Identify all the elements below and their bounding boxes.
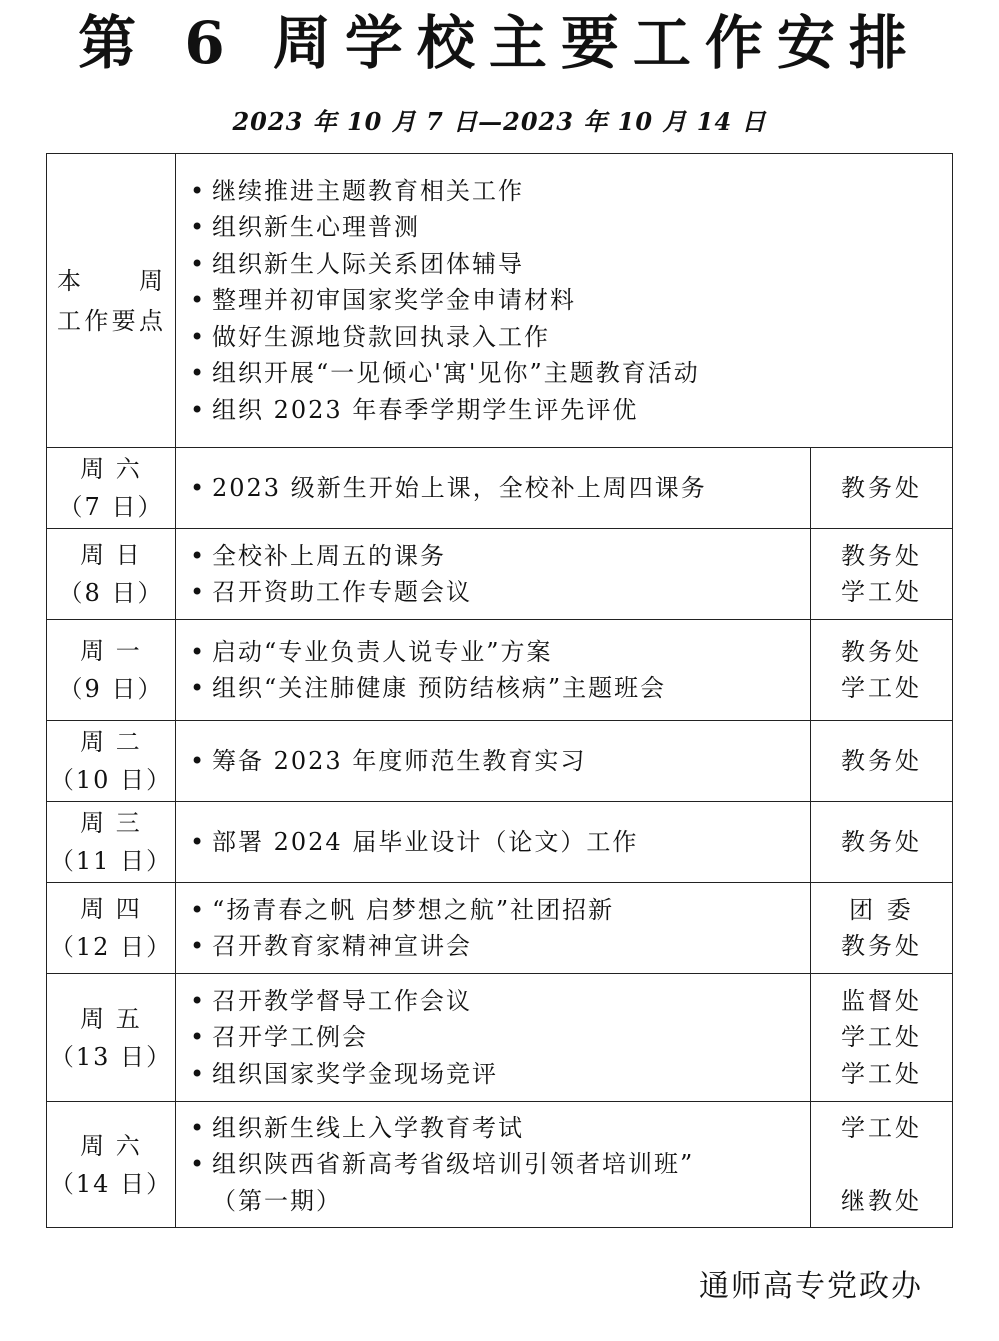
day-cell: [47, 448, 176, 529]
list-item: • 组织国家奖学金现场竞评: [190, 1059, 498, 1088]
task-cell: [176, 448, 811, 529]
table-row: [47, 883, 953, 974]
day-label: 周 五: [80, 1004, 142, 1033]
weekly-focus-label-line2: 工作要点: [57, 306, 165, 335]
list-item: • 组织新生线上入学教育考试: [190, 1113, 524, 1142]
day-label: 周 四: [80, 895, 142, 923]
date-label: （11 日）: [49, 847, 173, 875]
dept-cell: [810, 802, 952, 883]
list-item: • 2023 级新生开始上课，全校补上周四课务: [190, 473, 707, 502]
signature: 通师高专党政办: [699, 1269, 923, 1304]
dept-cell: [810, 974, 952, 1102]
weekly-focus-tasks: [176, 154, 953, 448]
day-cell: [47, 721, 176, 802]
day-cell: [47, 1102, 176, 1228]
list-item: • “扬青春之帆 启梦想之航”社团招新: [190, 895, 615, 924]
task-cell: [176, 883, 811, 974]
task-cell: [176, 1102, 811, 1228]
day-label: 周 三: [80, 809, 142, 837]
list-item: • 召开资助工作专题会议: [190, 578, 472, 606]
dept-label: 继教处: [840, 1186, 922, 1215]
dept-label: 教务处: [840, 541, 922, 570]
dept-label: 学工处: [840, 1023, 922, 1052]
list-item: • 组织新生人际关系团体辅导: [190, 249, 524, 278]
day-label: 周 二: [80, 728, 142, 756]
date-label: （10 日）: [49, 766, 173, 794]
table-row: [47, 529, 953, 620]
dept-cell: [810, 448, 952, 529]
weekly-focus-label: [47, 154, 176, 448]
date-label: （7 日）: [58, 493, 164, 521]
day-label: 周 六: [80, 1131, 142, 1160]
list-item: • 整理并初审国家奖学金申请材料: [190, 286, 576, 315]
date-label: （8 日）: [58, 579, 164, 607]
dept-label: 学工处: [840, 1113, 922, 1142]
day-label: 周 日: [80, 541, 142, 569]
dept-cell: [810, 620, 952, 721]
list-item: • 启动“专业负责人说专业”方案: [190, 637, 553, 666]
day-cell: [47, 974, 176, 1102]
list-item: • 组织“关注肺健康 预防结核病”主题班会: [190, 674, 667, 702]
list-item: • 继续推进主题教育相关工作: [190, 176, 524, 205]
dept-label: 教务处: [840, 473, 922, 502]
list-item: • 组织新生心理普测: [190, 213, 420, 242]
dept-label: 教务处: [840, 637, 922, 666]
date-label: （12 日）: [49, 933, 173, 961]
table-row: [47, 974, 953, 1102]
day-cell: [47, 802, 176, 883]
list-item: • 筹备 2023 年度师范生教育实习: [190, 746, 587, 775]
day-label: 周 一: [80, 637, 142, 665]
list-item: • 召开教学督导工作会议: [190, 986, 472, 1015]
table-row: [47, 721, 953, 802]
dept-cell: [810, 721, 952, 802]
list-item: • 部署 2024 届毕业设计（论文）工作: [190, 827, 639, 856]
list-item: • 全校补上周五的课务: [190, 541, 446, 570]
schedule-table: [46, 153, 953, 1228]
weekly-focus-row: [47, 154, 953, 448]
day-cell: [47, 529, 176, 620]
dept-cell: [810, 529, 952, 620]
page-title: 第 6 周学校主要工作安排: [78, 9, 921, 77]
dept-label: 教务处: [840, 932, 922, 960]
dept-label: 监督处: [840, 986, 922, 1015]
dept-label: 教务处: [840, 827, 922, 856]
task-cell: [176, 529, 811, 620]
dept-label: 团 委: [849, 895, 914, 924]
date-label: （14 日）: [49, 1169, 173, 1198]
task-cell: [176, 802, 811, 883]
list-item: • 召开教育家精神宣讲会: [190, 932, 472, 960]
task-cell: [176, 974, 811, 1102]
task-cell: [176, 620, 811, 721]
dept-label: 学工处: [840, 674, 922, 702]
list-item: • 召开学工例会: [190, 1023, 368, 1052]
dept-cell: [810, 1102, 952, 1228]
dept-label: 教务处: [840, 746, 922, 775]
dept-cell: [810, 883, 952, 974]
date-range: 2023 年 10 月 7 日—2023 年 10 月 14 日: [232, 107, 767, 136]
list-item: • 组织开展“一见倾心'寓'见你”主题教育活动: [190, 359, 700, 388]
table-row: [47, 448, 953, 529]
list-item-continuation: （第一期）: [212, 1186, 342, 1215]
date-label: （9 日）: [58, 675, 164, 703]
table-row: [47, 620, 953, 721]
dept-spacer: [811, 1146, 952, 1183]
list-item: • 做好生源地贷款回执录入工作: [190, 322, 550, 351]
table-row: [47, 1102, 953, 1228]
date-label: （13 日）: [49, 1042, 173, 1071]
dept-label: 学工处: [840, 578, 922, 606]
day-cell: [47, 620, 176, 721]
list-item: • 组织陕西省新高考省级培训引领者培训班”: [190, 1150, 695, 1179]
dept-label: 学工处: [840, 1059, 922, 1088]
task-cell: [176, 721, 811, 802]
list-item: • 组织 2023 年春季学期学生评先评优: [190, 395, 639, 424]
day-cell: [47, 883, 176, 974]
weekly-focus-label-line1: 本 周: [57, 266, 165, 295]
table-row: [47, 802, 953, 883]
day-label: 周 六: [80, 455, 142, 483]
